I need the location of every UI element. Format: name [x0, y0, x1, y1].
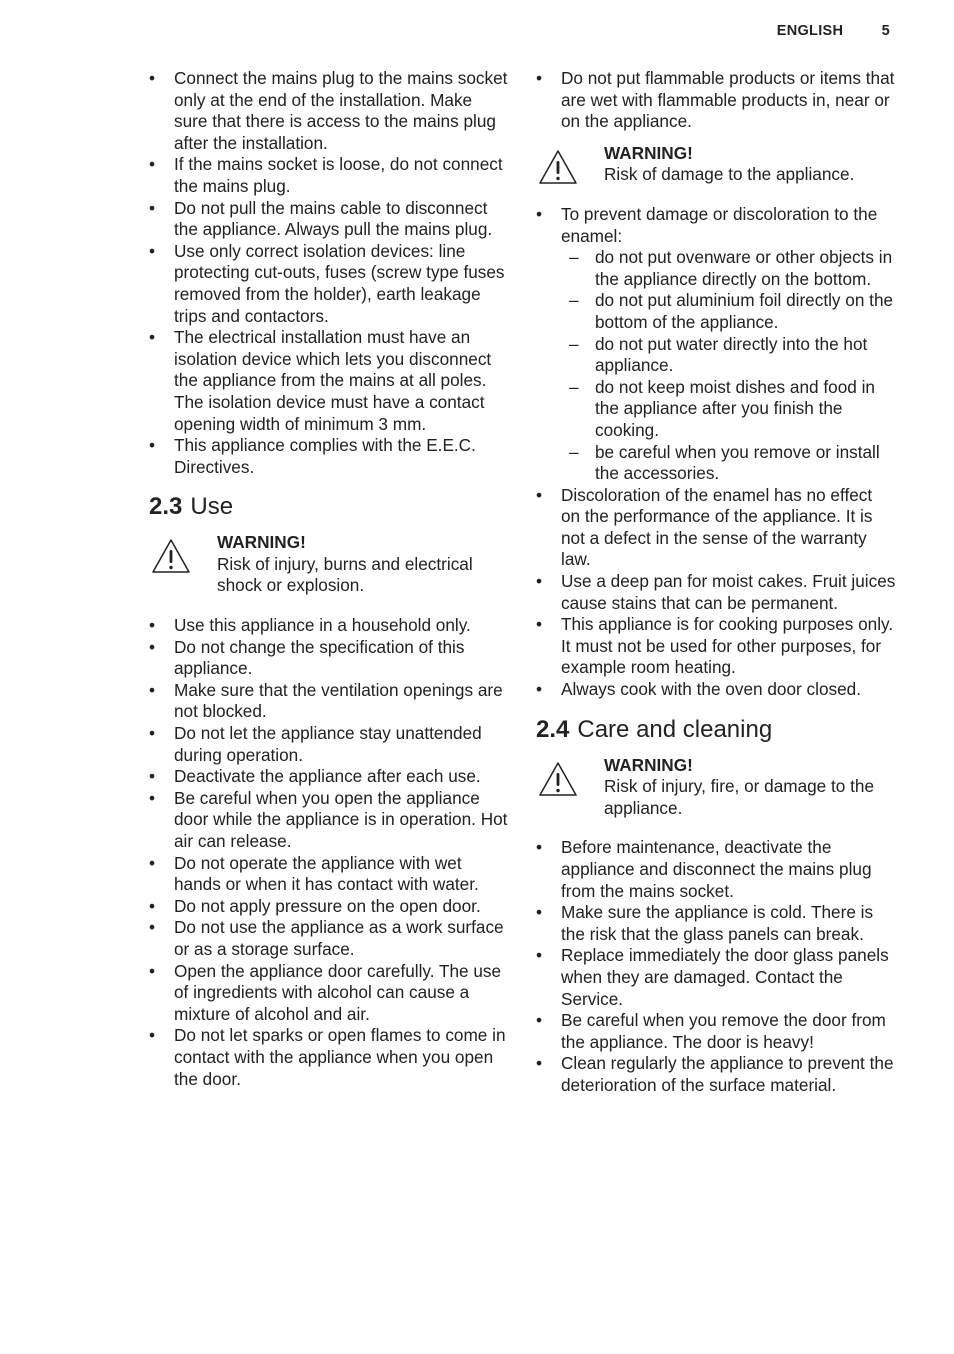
- left-column: [149, 68, 509, 1090]
- care-list: [536, 837, 896, 1096]
- list-item: • Be careful when you remove the door from the appliance. The door is heavy!: [536, 1010, 896, 1053]
- warning-text: Risk of injury, burns and electrical shock or explosion.: [217, 553, 473, 596]
- warning-box-damage: [536, 143, 896, 186]
- warning-triangle-icon: [538, 149, 578, 185]
- warning-text: Risk of damage to the appliance.: [604, 164, 855, 185]
- list-item: • Do not use the appliance as a work surface or as a storage surface.: [149, 917, 509, 960]
- list-item: • Do not let sparks or open flames to come in contact with the appliance when you open the door.: [149, 1025, 509, 1090]
- section-number: 2.3: [149, 493, 183, 521]
- right-column: [536, 68, 896, 1097]
- list-item: • Deactivate the appliance after each use.: [149, 766, 509, 788]
- list-item: • If the mains socket is loose, do not connect the mains plug.: [149, 154, 509, 197]
- warning-text: Risk of injury, fire, or damage to the appliance.: [604, 776, 875, 818]
- list-item: • Do not change the specification of this appliance.: [149, 637, 509, 680]
- section-title: Use: [190, 493, 234, 521]
- use-list: [149, 615, 509, 1090]
- warning-title: WARNING!: [217, 532, 306, 553]
- list-item: • Do not apply pressure on the open door.: [149, 896, 509, 918]
- warning-box-care: [536, 755, 896, 820]
- list-item: • Use this appliance in a household only.: [149, 615, 509, 637]
- section-number: 2.4: [536, 715, 570, 743]
- list-item: • Do not let the appliance stay unattended during operation.: [149, 723, 509, 766]
- enamel-list: [536, 204, 896, 701]
- list-item-text: To prevent damage or discoloration to the enamel:: [561, 203, 878, 246]
- sublist-item: – be careful when you remove or install the accessories.: [561, 442, 896, 485]
- electrical-safety-list: [149, 68, 509, 478]
- language-label: ENGLISH: [776, 23, 844, 39]
- list-item: • The electrical installation must have an isolation device which lets you disconnect the appliance from the mains at all poles. The isolation device must have a contact opening width of minimum 3 mm.: [149, 327, 509, 435]
- section-heading-care: [536, 715, 896, 745]
- list-item: • This appliance complies with the E.E.C. Directives.: [149, 435, 509, 478]
- list-item: • Use only correct isolation devices: line protecting cut-outs, fuses (screw type fuses removed from the holder), earth leakage trips and contactors.: [149, 241, 509, 327]
- sublist-item: – do not keep moist dishes and food in the appliance after you finish the cooking.: [561, 377, 896, 442]
- list-item: • Do not operate the appliance with wet hands or when it has contact with water.: [149, 853, 509, 896]
- warning-triangle-icon: [151, 538, 191, 574]
- list-item: • Discoloration of the enamel has no effect on the performance of the appliance. It is not a defect in the sense of the warranty law.: [536, 485, 896, 571]
- list-item: • Always cook with the oven door closed.: [536, 679, 896, 701]
- list-item: • This appliance is for cooking purposes only. It must not be used for other purposes, for example room heating.: [536, 614, 896, 679]
- list-item: • Clean regularly the appliance to prevent the deterioration of the surface material.: [536, 1053, 896, 1096]
- warning-title: WARNING!: [604, 142, 693, 163]
- enamel-sublist: [561, 247, 896, 485]
- warning-triangle-icon: [538, 761, 578, 797]
- list-item: • Make sure that the ventilation openings are not blocked.: [149, 680, 509, 723]
- list-item: • Replace immediately the door glass panels when they are damaged. Contact the Service.: [536, 945, 896, 1010]
- list-item: • Before maintenance, deactivate the appliance and disconnect the mains plug from the mains socket.: [536, 837, 896, 902]
- list-item: • Open the appliance door carefully. The use of ingredients with alcohol can cause a mixture of alcohol and air.: [149, 961, 509, 1026]
- section-title: Care and cleaning: [577, 715, 773, 743]
- section-heading-use: [149, 492, 509, 522]
- warning-title: WARNING!: [604, 754, 693, 775]
- sublist-item: – do not put water directly into the hot appliance.: [561, 334, 896, 377]
- sublist-item: – do not put aluminium foil directly on the bottom of the appliance.: [561, 290, 896, 333]
- list-item: • Use a deep pan for moist cakes. Fruit juices cause stains that can be permanent.: [536, 571, 896, 614]
- warning-box-use: [149, 532, 509, 597]
- page-header: [777, 23, 890, 39]
- list-item: • Do not put flammable products or items that are wet with flammable products in, near or on the appliance.: [536, 68, 896, 133]
- sublist-item: – do not put ovenware or other objects in the appliance directly on the bottom.: [561, 247, 896, 290]
- list-item: • Connect the mains plug to the mains socket only at the end of the installation. Make sure that there is access to the mains plug after the installation.: [149, 68, 509, 154]
- list-item: • Do not pull the mains cable to disconnect the appliance. Always pull the mains plug.: [149, 198, 509, 241]
- list-item: • Make sure the appliance is cold. There is the risk that the glass panels can break.: [536, 902, 896, 945]
- page-number: 5: [881, 23, 890, 39]
- flammable-list: [536, 68, 896, 133]
- list-item: • Be careful when you open the appliance door while the appliance is in operation. Hot air can release.: [149, 788, 509, 853]
- list-item: [536, 204, 896, 485]
